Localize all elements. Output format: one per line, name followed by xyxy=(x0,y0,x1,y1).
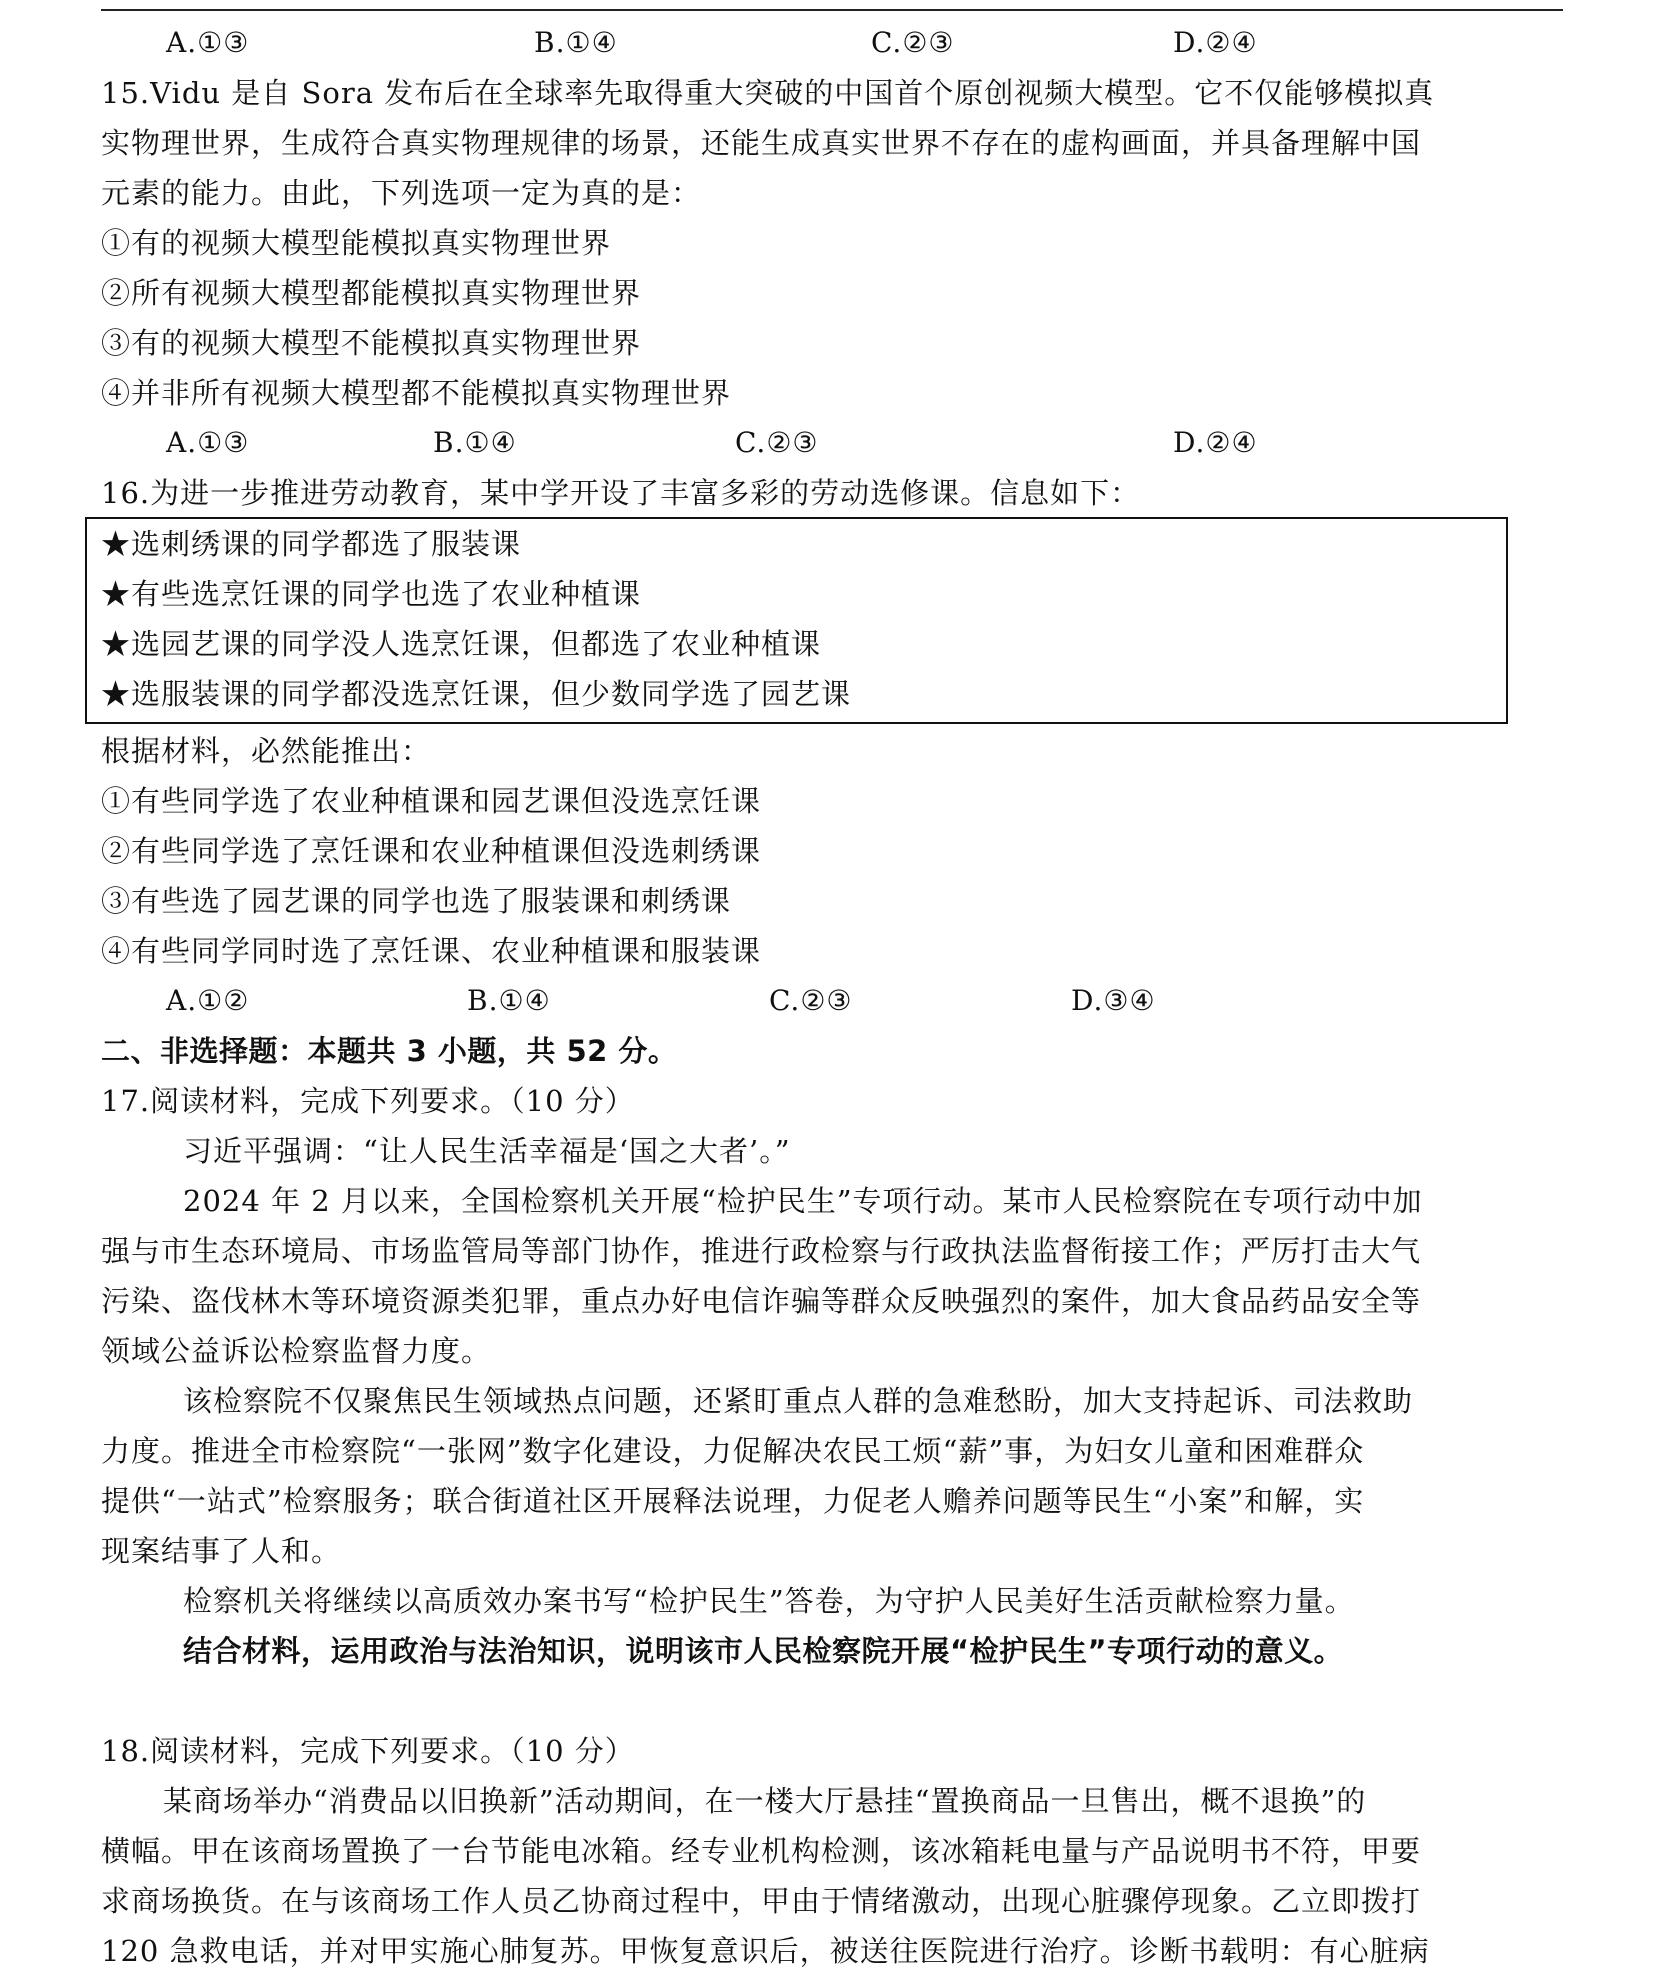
q16-statement-3: ③有些选了园艺课的同学也选了服装课和刺绣课 xyxy=(101,884,732,918)
q18-material-line-2: 横幅。甲在该商场置换了一台节能电冰箱。经专业机构检测，该冰箱耗电量与产品说明书不符，甲要 xyxy=(101,1834,1422,1868)
q17-quote: 习近平强调：“让人民生活幸福是‘国之大者’。” xyxy=(183,1134,791,1168)
q15-statement-2: ②所有视频大模型都能模拟真实物理世界 xyxy=(101,276,642,310)
q17-stem: 17.阅读材料，完成下列要求。（10 分） xyxy=(101,1084,635,1118)
q15-statement-1: ①有的视频大模型能模拟真实物理世界 xyxy=(101,226,612,260)
q16-info-2: ★有些选烹饪课的同学也选了农业种植课 xyxy=(101,577,642,611)
q14-option-a: A.①③ xyxy=(166,26,250,59)
q16-statement-1: ①有些同学选了农业种植课和园艺课但没选烹饪课 xyxy=(101,784,762,818)
q16-option-d: D.③④ xyxy=(1071,984,1156,1017)
q16-statement-4: ④有些同学同时选了烹饪课、农业种植课和服装课 xyxy=(101,934,762,968)
q18-material-line-3: 求商场换货。在与该商场工作人员乙协商过程中，甲由于情绪激动，出现心脏骤停现象。乙立即拨打 xyxy=(101,1884,1422,1918)
q17-para1-line-4: 领域公益诉讼检察监督力度。 xyxy=(101,1334,492,1368)
q16-lead: 根据材料，必然能推出： xyxy=(101,734,432,768)
q16-info-box xyxy=(85,517,1508,724)
q17-para2-line-3: 提供“一站式”检察服务；联合街道社区开展释法说理，力促老人赡养问题等民生“小案”和解，实 xyxy=(101,1484,1365,1518)
q15-option-b: B.①④ xyxy=(433,426,517,459)
q15-stem-line-1: 15.Vidu 是自 Sora 发布后在全球率先取得重大突破的中国首个原创视频大模型。它不仅能够模拟真 xyxy=(101,76,1435,110)
q17-para1-line-3: 污染、盗伐林木等环境资源类犯罪，重点办好电信诈骗等群众反映强烈的案件，加大食品药品安全等 xyxy=(101,1284,1422,1318)
q15-statement-4: ④并非所有视频大模型都不能模拟真实物理世界 xyxy=(101,376,732,410)
q16-option-a: A.①② xyxy=(166,984,250,1017)
q16-statement-2: ②有些同学选了烹饪课和农业种植课但没选刺绣课 xyxy=(101,834,762,868)
q15-option-c: C.②③ xyxy=(735,426,819,459)
q15-statement-3: ③有的视频大模型不能模拟真实物理世界 xyxy=(101,326,642,360)
section-2-heading: 二、非选择题：本题共 3 小题，共 52 分。 xyxy=(101,1034,678,1068)
q15-option-d: D.②④ xyxy=(1173,426,1258,459)
q16-info-3: ★选园艺课的同学没人选烹饪课，但都选了农业种植课 xyxy=(101,627,822,661)
q17-para1-line-1: 2024 年 2 月以来，全国检察机关开展“检护民生”专项行动。某市人民检察院在专项行动中加 xyxy=(183,1184,1423,1218)
q15-option-a: A.①③ xyxy=(166,426,250,459)
q14-option-d: D.②④ xyxy=(1173,26,1258,59)
q15-options xyxy=(101,418,1568,468)
q17-para2-line-1: 该检察院不仅聚焦民生领域热点问题，还紧盯重点人群的急难愁盼，加大支持起诉、司法救助 xyxy=(183,1384,1414,1418)
q15-stem-line-2: 实物理世界，生成符合真实物理规律的场景，还能生成真实世界不存在的虚构画面，并具备理解中国 xyxy=(101,126,1422,160)
q16-option-b: B.①④ xyxy=(467,984,551,1017)
q17-para2-line-2: 力度。推进全市检察院“一张网”数字化建设，力促解决农民工烦“薪”事，为妇女儿童和困难群众 xyxy=(101,1434,1365,1468)
q17-task: 结合材料，运用政治与法治知识，说明该市人民检察院开展“检护民生”专项行动的意义。 xyxy=(183,1634,1344,1668)
q17-para2-line-4: 现案结事了人和。 xyxy=(101,1534,342,1568)
q14-option-c: C.②③ xyxy=(871,26,955,59)
q16-info-4: ★选服装课的同学都没选烹饪课，但少数同学选了园艺课 xyxy=(101,677,852,711)
q15-stem-line-3: 元素的能力。由此，下列选项一定为真的是： xyxy=(101,176,702,210)
q17-para3: 检察机关将继续以高质效办案书写“检护民生”答卷，为守护人民美好生活贡献检察力量。 xyxy=(183,1584,1355,1618)
q14-option-b: B.①④ xyxy=(534,26,618,59)
q18-material-line-4: 120 急救电话，并对甲实施心肺复苏。甲恢复意识后，被送往医院进行治疗。诊断书载明：有心脏病 xyxy=(101,1934,1430,1968)
q14-options xyxy=(101,18,1568,68)
q16-stem: 16.为进一步推进劳动教育，某中学开设了丰富多彩的劳动选修课。信息如下： xyxy=(101,476,1141,510)
q18-stem: 18.阅读材料，完成下列要求。（10 分） xyxy=(101,1734,635,1768)
q16-option-c: C.②③ xyxy=(769,984,853,1017)
q17-para1-line-2: 强与市生态环境局、市场监管局等部门协作，推进行政检察与行政执法监督衔接工作；严厉打击大气 xyxy=(101,1234,1422,1268)
q16-info-1: ★选刺绣课的同学都选了服装课 xyxy=(101,527,522,561)
page-top-rule xyxy=(101,9,1563,11)
q18-material-line-1: 某商场举办“消费品以旧换新”活动期间，在一楼大厅悬挂“置换商品一旦售出，概不退换”的 xyxy=(163,1784,1367,1818)
q16-options xyxy=(101,976,1568,1026)
